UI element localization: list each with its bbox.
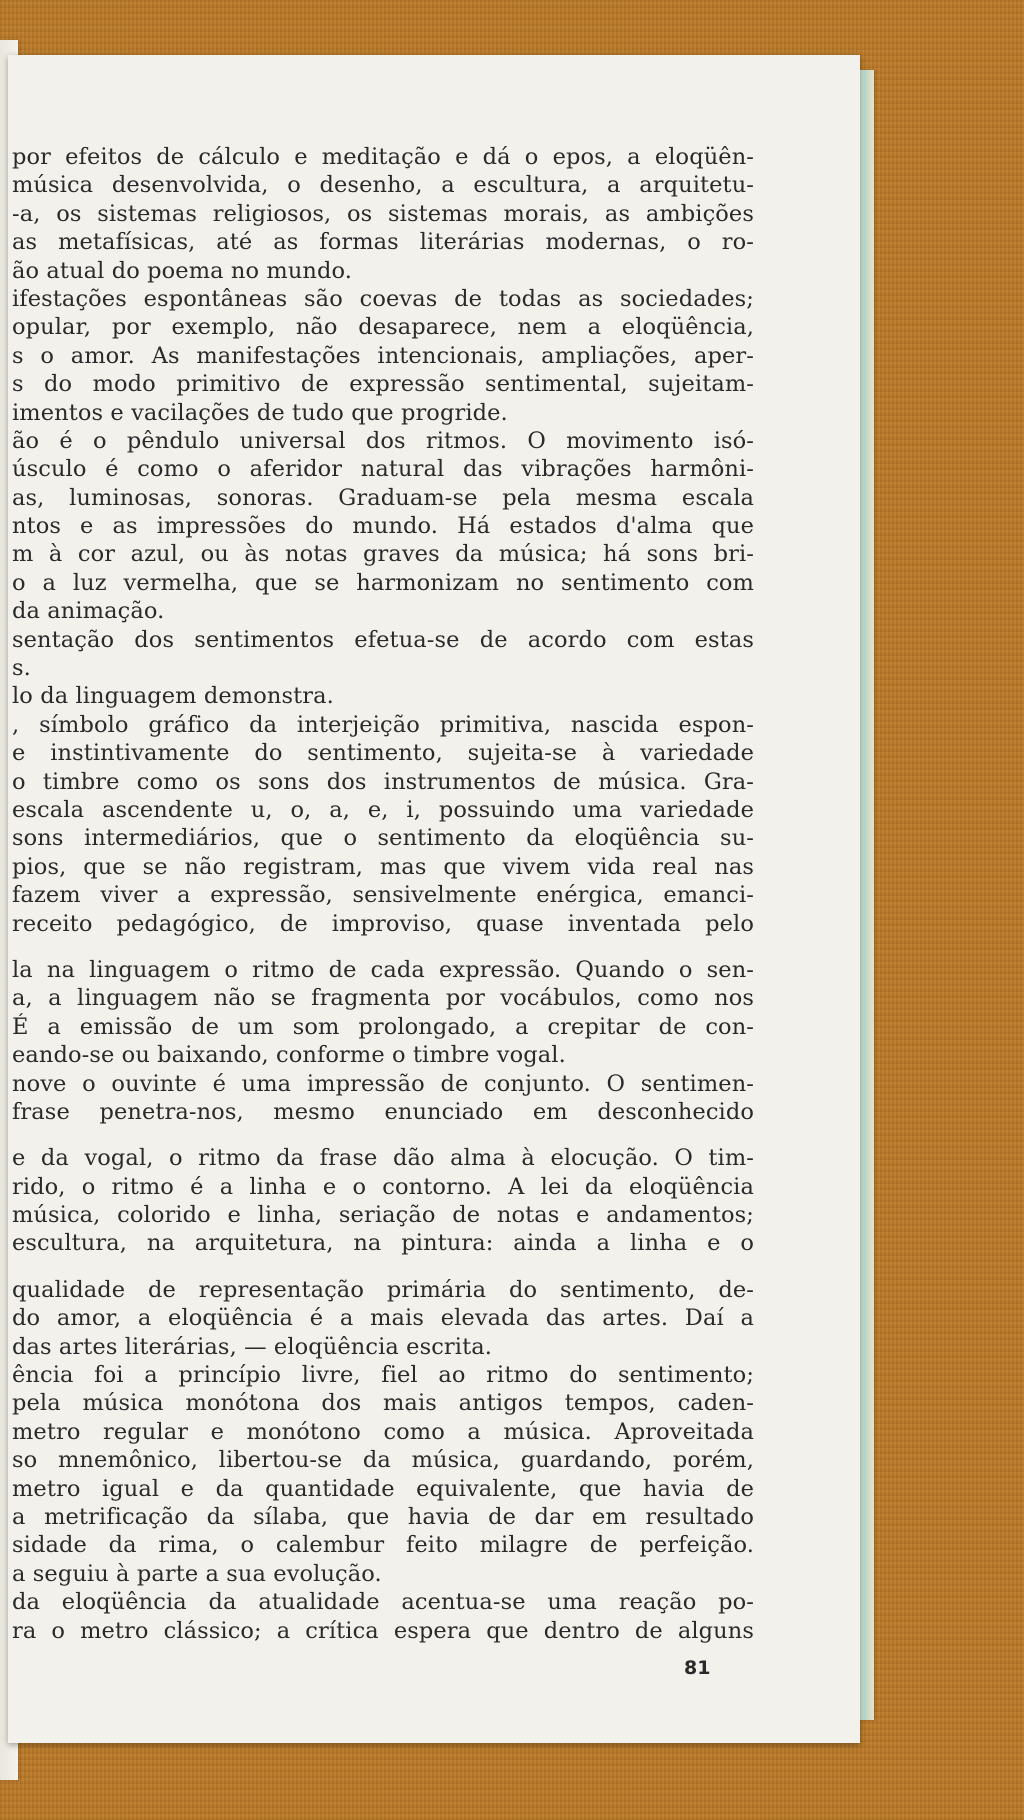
text-line: ão é o pêndulo universal dos ritmos. O movimento isó-	[12, 427, 754, 454]
text-line: das artes literárias, — eloqüência escrita.	[12, 1333, 492, 1360]
text-line: da animação.	[12, 598, 165, 625]
text-line: , símbolo gráfico da interjeição primitiva, nascida espon-	[12, 711, 754, 738]
text-line: a seguiu à parte a sua evolução.	[12, 1560, 382, 1587]
text-line: s o amor. As manifestações intencionais, ampliações, aper-	[12, 342, 754, 369]
text-line: da eloqüência da atualidade acentua-se uma reação po-	[12, 1589, 754, 1616]
text-line: -a, os sistemas religiosos, os sistemas morais, as ambições	[12, 200, 754, 227]
text-line: so mnemônico, libertou-se da música, guardando, porém,	[12, 1447, 754, 1474]
text-line: as, luminosas, sonoras. Graduam-se pela mesma escala	[12, 484, 754, 511]
text-line: sentação dos sentimentos efetua-se de acordo com estas	[12, 626, 754, 653]
text-line: o a luz vermelha, que se harmonizam no sentimento com	[12, 569, 754, 596]
text-line: fazem viver a expressão, sensivelmente enérgica, emanci-	[12, 882, 754, 909]
text-line: nove o ouvinte é uma impressão de conjunto. O sentimen-	[12, 1070, 754, 1097]
text-line: metro regular e monótono como a música. Aproveitada	[12, 1418, 754, 1445]
text-line: ntos e as impressões do mundo. Há estados d'alma que	[12, 513, 754, 540]
text-line: música, colorido e linha, seriação de notas e andamentos;	[12, 1202, 754, 1229]
text-line: receito pedagógico, de improviso, quase inventada pelo	[12, 910, 754, 937]
text-line: ra o metro clássico; a crítica espera que dentro de alguns	[12, 1617, 754, 1644]
text-line: s do modo primitivo de expressão sentimental, sujeitam-	[12, 371, 754, 398]
text-line: s.	[12, 655, 31, 682]
text-line: por efeitos de cálculo e meditação e dá o epos, a eloqüên-	[12, 144, 754, 170]
text-line: rido, o ritmo é a linha e o contorno. A lei da eloqüência	[12, 1173, 754, 1200]
text-line: do amor, a eloqüência é a mais elevada das artes. Daí a	[12, 1305, 754, 1332]
text-line: pela música monótona dos mais antigos tempos, caden-	[12, 1390, 754, 1417]
text-line: opular, por exemplo, não desaparece, nem a eloqüência,	[12, 314, 754, 341]
book-page	[8, 55, 860, 1743]
text-line: música desenvolvida, o desenho, a escultura, a arquitetu-	[12, 172, 754, 199]
text-line: eando-se ou baixando, conforme o timbre vogal.	[12, 1042, 566, 1069]
text-line: a metrificação da sílaba, que havia de dar em resultado	[12, 1503, 754, 1530]
text-line: lo da linguagem demonstra.	[12, 683, 334, 710]
text-line: qualidade de representação primária do sentimento, de-	[12, 1276, 754, 1303]
text-line: metro igual e da quantidade equivalente, que havia de	[12, 1475, 754, 1502]
text-line: ência foi a princípio livre, fiel ao ritmo do sentimento;	[12, 1362, 754, 1389]
text-line: úsculo é como o aferidor natural das vibrações harmôni-	[12, 456, 754, 483]
text-line: sons intermediários, que o sentimento da eloqüência su-	[12, 825, 754, 852]
text-line: e instintivamente do sentimento, sujeita-se à variedade	[12, 740, 754, 767]
text-line: as metafísicas, até as formas literárias modernas, o ro-	[12, 229, 754, 256]
text-line: e da vogal, o ritmo da frase dão alma à elocução. O tim-	[12, 1145, 754, 1172]
text-line: É a emissão de um som prolongado, a crepitar de con-	[12, 1013, 754, 1040]
text-line: escala ascendente u, o, a, e, i, possuindo uma variedade	[12, 796, 754, 823]
text-line: ão atual do poema no mundo.	[12, 257, 353, 284]
text-line: m à cor azul, ou às notas graves da música; há sons bri-	[12, 541, 754, 568]
text-line: a, a linguagem não se fragmenta por vocábulos, como nos	[12, 985, 754, 1012]
text-line: frase penetra-nos, mesmo enunciado em desconhecido	[12, 1098, 754, 1125]
page-number: 81	[684, 1657, 711, 1679]
text-line: ifestações espontâneas são coevas de todas as sociedades;	[12, 285, 754, 312]
page-text	[12, 143, 754, 1645]
text-line: sidade da rima, o calembur feito milagre de perfeição.	[12, 1532, 754, 1559]
text-line: escultura, na arquitetura, na pintura: ainda a linha e o	[12, 1230, 754, 1257]
text-line: imentos e vacilações de tudo que progride.	[12, 399, 508, 426]
text-line: pios, que se não registram, mas que vivem vida real nas	[12, 853, 754, 880]
text-line: la na linguagem o ritmo de cada expressão. Quando o sen-	[12, 956, 754, 983]
text-line: o timbre como os sons dos instrumentos de música. Gra-	[12, 768, 754, 795]
